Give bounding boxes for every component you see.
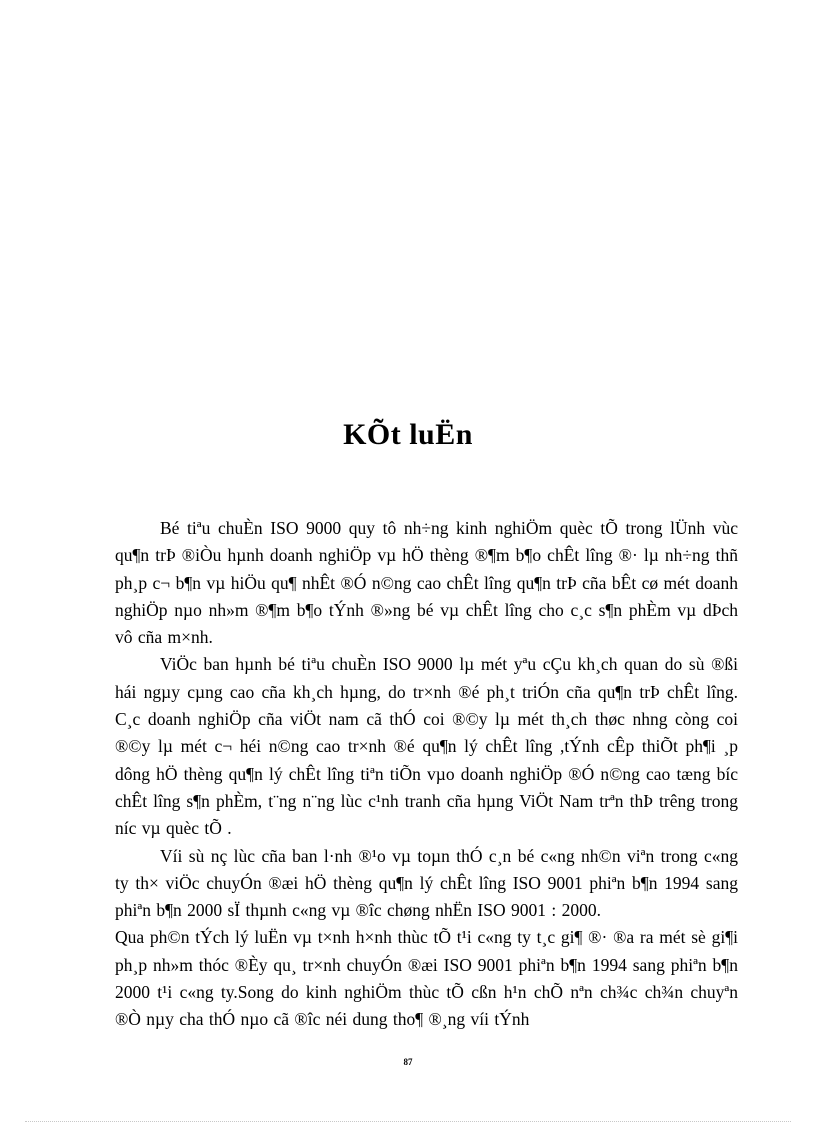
paragraph-2: ViÖc ban hµnh bé tiªu chuÈn ISO 9000 lµ mét yªu cÇu kh¸ch quan do sù ®ßi hái ngµy cµng cao cña kh¸ch hµng, do tr×nh ®é ph¸t triÓn cña qu¶n trÞ chÊt lîng. C¸c doanh nghiÖp cña viÖt nam cã thÓ coi ®©y lµ mét th¸ch thøc nhng còng coi ®©y lµ mét c¬ héi n©ng cao tr×nh ®é qu¶n lý chÊt lîng ,tÝnh cÊp thiÕt ph¶i ¸p dông hÖ thèng qu¶n lý chÊt lîng tiªn tiÕn vµo doanh nghiÖp ®Ó n©ng cao tæng bíc chÊt lîng s¶n phÈm, t¨ng n¨ng lùc c¹nh tranh cña hµng ViÖt Nam trªn thÞ trêng trong níc vµ quèc tÕ .: [115, 654, 738, 839]
paragraph-4: Qua ph©n tÝch lý luËn vµ t×nh h×nh thùc tÕ t¹i c«ng ty t¸c gi¶ ®· ®a ra mét sè gi¶i ph¸p nh»m thóc ®Èy qu¸ tr×nh chuyÓn ®æi ISO 9001 phiªn b¶n 1994 sang phiªn b¶n 2000 t¹i c«ng ty.Song do kinh nghiÖm thùc tÕ cßn h¹n chÕ nªn ch¾c ch¾n chuyªn ®Ò nµy cha thÓ nµo cã ®îc néi dung tho¶ ®¸ng víi tÝnh: [115, 927, 738, 1030]
body-text: [115, 515, 738, 1034]
page-title: KÕt luËn: [343, 418, 473, 451]
paragraph-1: Bé tiªu chuÈn ISO 9000 quy tô nh÷ng kinh nghiÖm quèc tÕ trong lÜnh vùc qu¶n trÞ ®iÒu hµnh doanh nghiÖp vµ hÖ thèng ®¶m b¶o chÊt lîng ®· lµ nh÷ng thñ ph¸p c¬ b¶n vµ hiÖu qu¶ nhÊt ®Ó n©ng cao chÊt lîng qu¶n trÞ cña bÊt cø mét doanh nghiÖp nµo nh»m ®¶m b¶o tÝnh ®»ng bé vµ chÊt lîng cho c¸c s¶n phÈm vµ dÞch vô cña m×nh.: [115, 518, 738, 648]
footer-divider: [25, 1121, 791, 1122]
page-number: 87: [403, 1057, 413, 1067]
paragraph-3: Víi sù nç lùc cña ban l·nh ®¹o vµ toµn thÓ c¸n bé c«ng nh©n viªn trong c«ng ty th× viÖc chuyÓn ®æi hÖ thèng qu¶n lý chÊt lîng ISO 9001 phiªn b¶n 1994 sang phiªn b¶n 2000 sÏ thµnh c«ng vµ ®îc chøng nhËn ISO 9001 : 2000.: [115, 845, 738, 921]
